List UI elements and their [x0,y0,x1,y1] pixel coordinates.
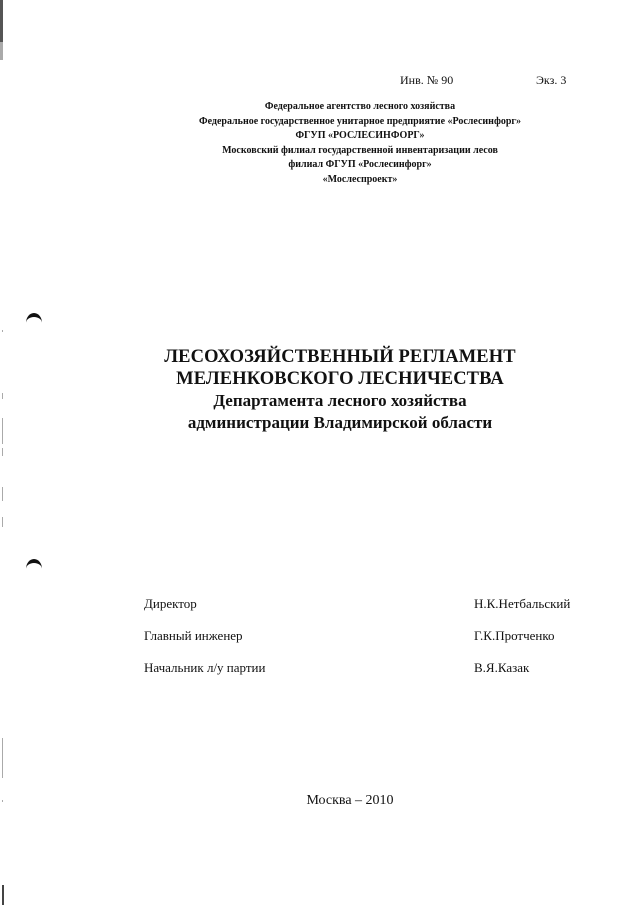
title-line: ЛЕСОХОЗЯЙСТВЕННЫЙ РЕГЛАМЕНТ [164,347,516,367]
place-and-year: Москва – 2010 [306,793,394,808]
org-line: «Мослеспроект» [322,173,398,185]
margin-speck [2,738,3,778]
org-line: ФГУП «РОСЛЕСИНФОРГ» [295,130,425,141]
punch-hole-mark [26,559,42,569]
org-line: филиал ФГУП «Рослесинфорг» [288,159,432,170]
subtitle-line: администрации Владимирской области [187,413,493,432]
margin-speck [2,487,3,501]
margin-speck [2,418,3,444]
signatory-role: Начальник л/у партии [144,660,266,675]
organization-block [150,100,570,187]
signatory-name: Г.К.Протченко [474,628,555,643]
scan-edge-artifact [2,885,4,905]
inventory-number: Инв. № 90 [400,73,454,87]
org-line: Федеральное агентство лесного хозяйства [264,101,456,112]
signatory-name: В.Я.Казак [474,660,530,675]
margin-speck [2,448,3,456]
copy-number: Экз. 3 [536,73,567,87]
margin-speck [2,330,3,332]
org-line: Московский филиал государственной инвентаризации лесов [222,144,498,156]
signatory-role: Главный инженер [144,628,243,643]
margin-speck [2,393,3,399]
scan-edge-artifact [0,0,3,60]
margin-speck [2,517,3,527]
org-line: Федеральное государственное унитарное предприятие «Рослесинфорг» [199,115,521,127]
punch-hole-mark [26,313,42,323]
signatory-name: Н.К.Нетбальский [474,596,571,611]
title-line: МЕЛЕНКОВСКОГО ЛЕСНИЧЕСТВА [176,369,504,389]
subtitle-line: Департамента лесного хозяйства [213,391,467,410]
signatory-role: Директор [144,596,197,611]
document-title [150,346,530,434]
